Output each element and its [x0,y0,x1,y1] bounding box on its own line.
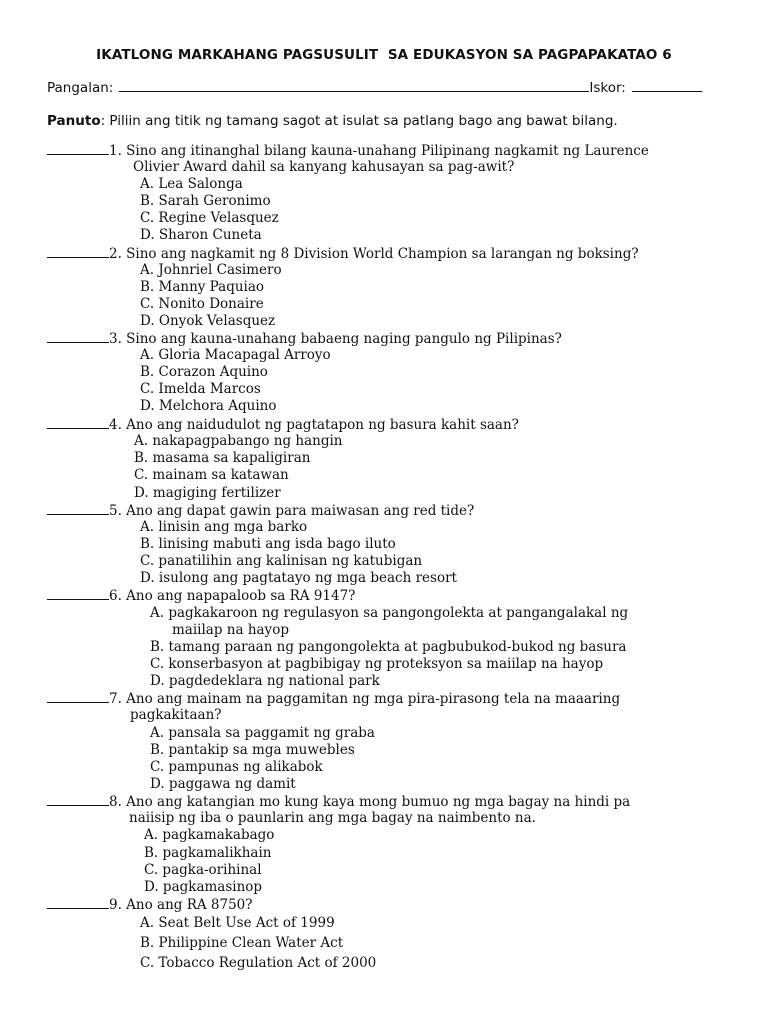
choice-3a: A. Gloria Macapagal Arroyo [140,347,331,363]
question-prompt-cont: Olivier Award dahil sa kanyang kahusayan sa pag-awit? [133,159,515,175]
choice-5b: B. linising mabuti ang isda bago iluto [140,536,396,552]
choice-8a: A. pagkamakabago [144,827,275,843]
answer-blank-2[interactable] [47,245,109,258]
question-7 [47,690,620,708]
choice-8b: B. pagkamalikhain [144,845,272,861]
choice-3d: D. Melchora Aquino [140,398,277,414]
choice-7c: C. pampunas ng alikabok [150,759,323,775]
answer-blank-3[interactable] [47,330,109,343]
name-label: Pangalan: [47,80,114,96]
question-prompt-cont: pagkakitaan? [130,707,222,723]
choice-4d: D. magiging fertilizer [134,485,281,501]
choice-1d: D. Sharon Cuneta [140,227,262,243]
question-4 [47,416,519,434]
choice-6a: A. pagkakaroon ng regulasyon sa pangongolekta at pangangalakal ng [150,605,629,621]
choice-1b: B. Sarah Geronimo [140,193,271,209]
question-prompt: 1. Sino ang itinanghal bilang kauna-unahang Pilipinang nagkamit ng Laurence [109,143,649,159]
score-label: Iskor: [589,80,626,96]
name-blank[interactable] [119,79,589,92]
choice-4b: B. masama sa kapaligiran [134,450,311,466]
question-1 [47,142,649,160]
question-2 [47,245,639,263]
question-prompt: 6. Ano ang napapaloob sa RA 9147? [109,588,356,604]
choice-9a: A. Seat Belt Use Act of 1999 [140,915,335,931]
question-prompt: 5. Ano ang dapat gawin para maiwasan ang red tide? [109,503,475,519]
answer-blank-4[interactable] [47,416,109,429]
name-score-row [47,79,702,97]
instructions-text: : Piliin ang titik ng tamang sagot at isulat sa patlang bago ang bawat bilang. [100,113,618,129]
question-6 [47,587,355,605]
choice-2c: C. Nonito Donaire [140,296,264,312]
choice-6b: B. tamang paraan ng pangongolekta at pagbubukod-bukod ng basura [150,639,627,655]
question-prompt: 4. Ano ang naidudulot ng pagtatapon ng basura kahit saan? [109,417,519,433]
choice-5c: C. panatilihin ang kalinisan ng katubigan [140,553,423,569]
answer-blank-6[interactable] [47,587,109,600]
answer-blank-8[interactable] [47,793,109,806]
choice-2d: D. Onyok Velasquez [140,313,276,329]
question-prompt: 7. Ano ang mainam na paggamitan ng mga pira-pirasong tela na maaaring [109,691,621,707]
choice-1c: C. Regine Velasquez [140,210,279,226]
choice-4c: C. mainam sa katawan [134,467,289,483]
instructions-label: Panuto [47,113,101,129]
choice-6d: D. pagdedeklara ng national park [150,673,380,689]
answer-blank-9[interactable] [47,896,109,909]
choice-8c: C. pagka-orihinal [144,862,262,878]
question-prompt: 9. Ano ang RA 8750? [109,897,253,913]
choice-7d: D. paggawa ng damit [150,776,296,792]
choice-2b: B. Manny Paquiao [140,279,265,295]
question-prompt: 3. Sino ang kauna-unahang babaeng naging pangulo ng Pilipinas? [109,331,562,347]
choice-4a: A. nakapagpabango ng hangin [134,433,343,449]
exam-title: IKATLONG MARKAHANG PAGSUSULIT SA EDUKASYON SA PAGPAPAKATAO 6 [96,47,672,63]
question-8 [47,793,630,811]
choice-1a: A. Lea Salonga [140,176,243,192]
question-prompt: 8. Ano ang katangian mo kung kaya mong bumuo ng mga bagay na hindi pa [109,794,631,810]
choice-9c: C. Tobacco Regulation Act of 2000 [140,955,377,971]
answer-blank-5[interactable] [47,502,109,515]
question-9 [47,896,253,914]
question-prompt: 2. Sino ang nagkamit ng 8 Division World Champion sa larangan ng boksing? [109,246,639,262]
question-3 [47,330,562,348]
choice-7a: A. pansala sa paggamit ng graba [150,725,375,741]
score-blank[interactable] [632,79,702,92]
answer-blank-1[interactable] [47,142,109,155]
choice-6a-cont: maiilap na hayop [172,622,289,638]
choice-2a: A. Johnriel Casimero [140,262,282,278]
choice-7b: B. pantakip sa mga muwebles [150,742,355,758]
question-5 [47,502,474,520]
choice-3b: B. Corazon Aquino [140,364,268,380]
choice-3c: C. Imelda Marcos [140,381,261,397]
choice-9b: B. Philippine Clean Water Act [140,935,344,951]
choice-5a: A. linisin ang mga barko [140,519,308,535]
answer-blank-7[interactable] [47,690,109,703]
instructions [47,113,618,130]
question-prompt-cont: naiisip ng iba o paunlarin ang mga bagay na naimbento na. [129,810,536,826]
choice-8d: D. pagkamasinop [144,879,263,895]
choice-5d: D. isulong ang pagtatayo ng mga beach resort [140,570,457,586]
choice-6c: C. konserbasyon at pagbibigay ng proteksyon sa maiilap na hayop [150,656,604,672]
